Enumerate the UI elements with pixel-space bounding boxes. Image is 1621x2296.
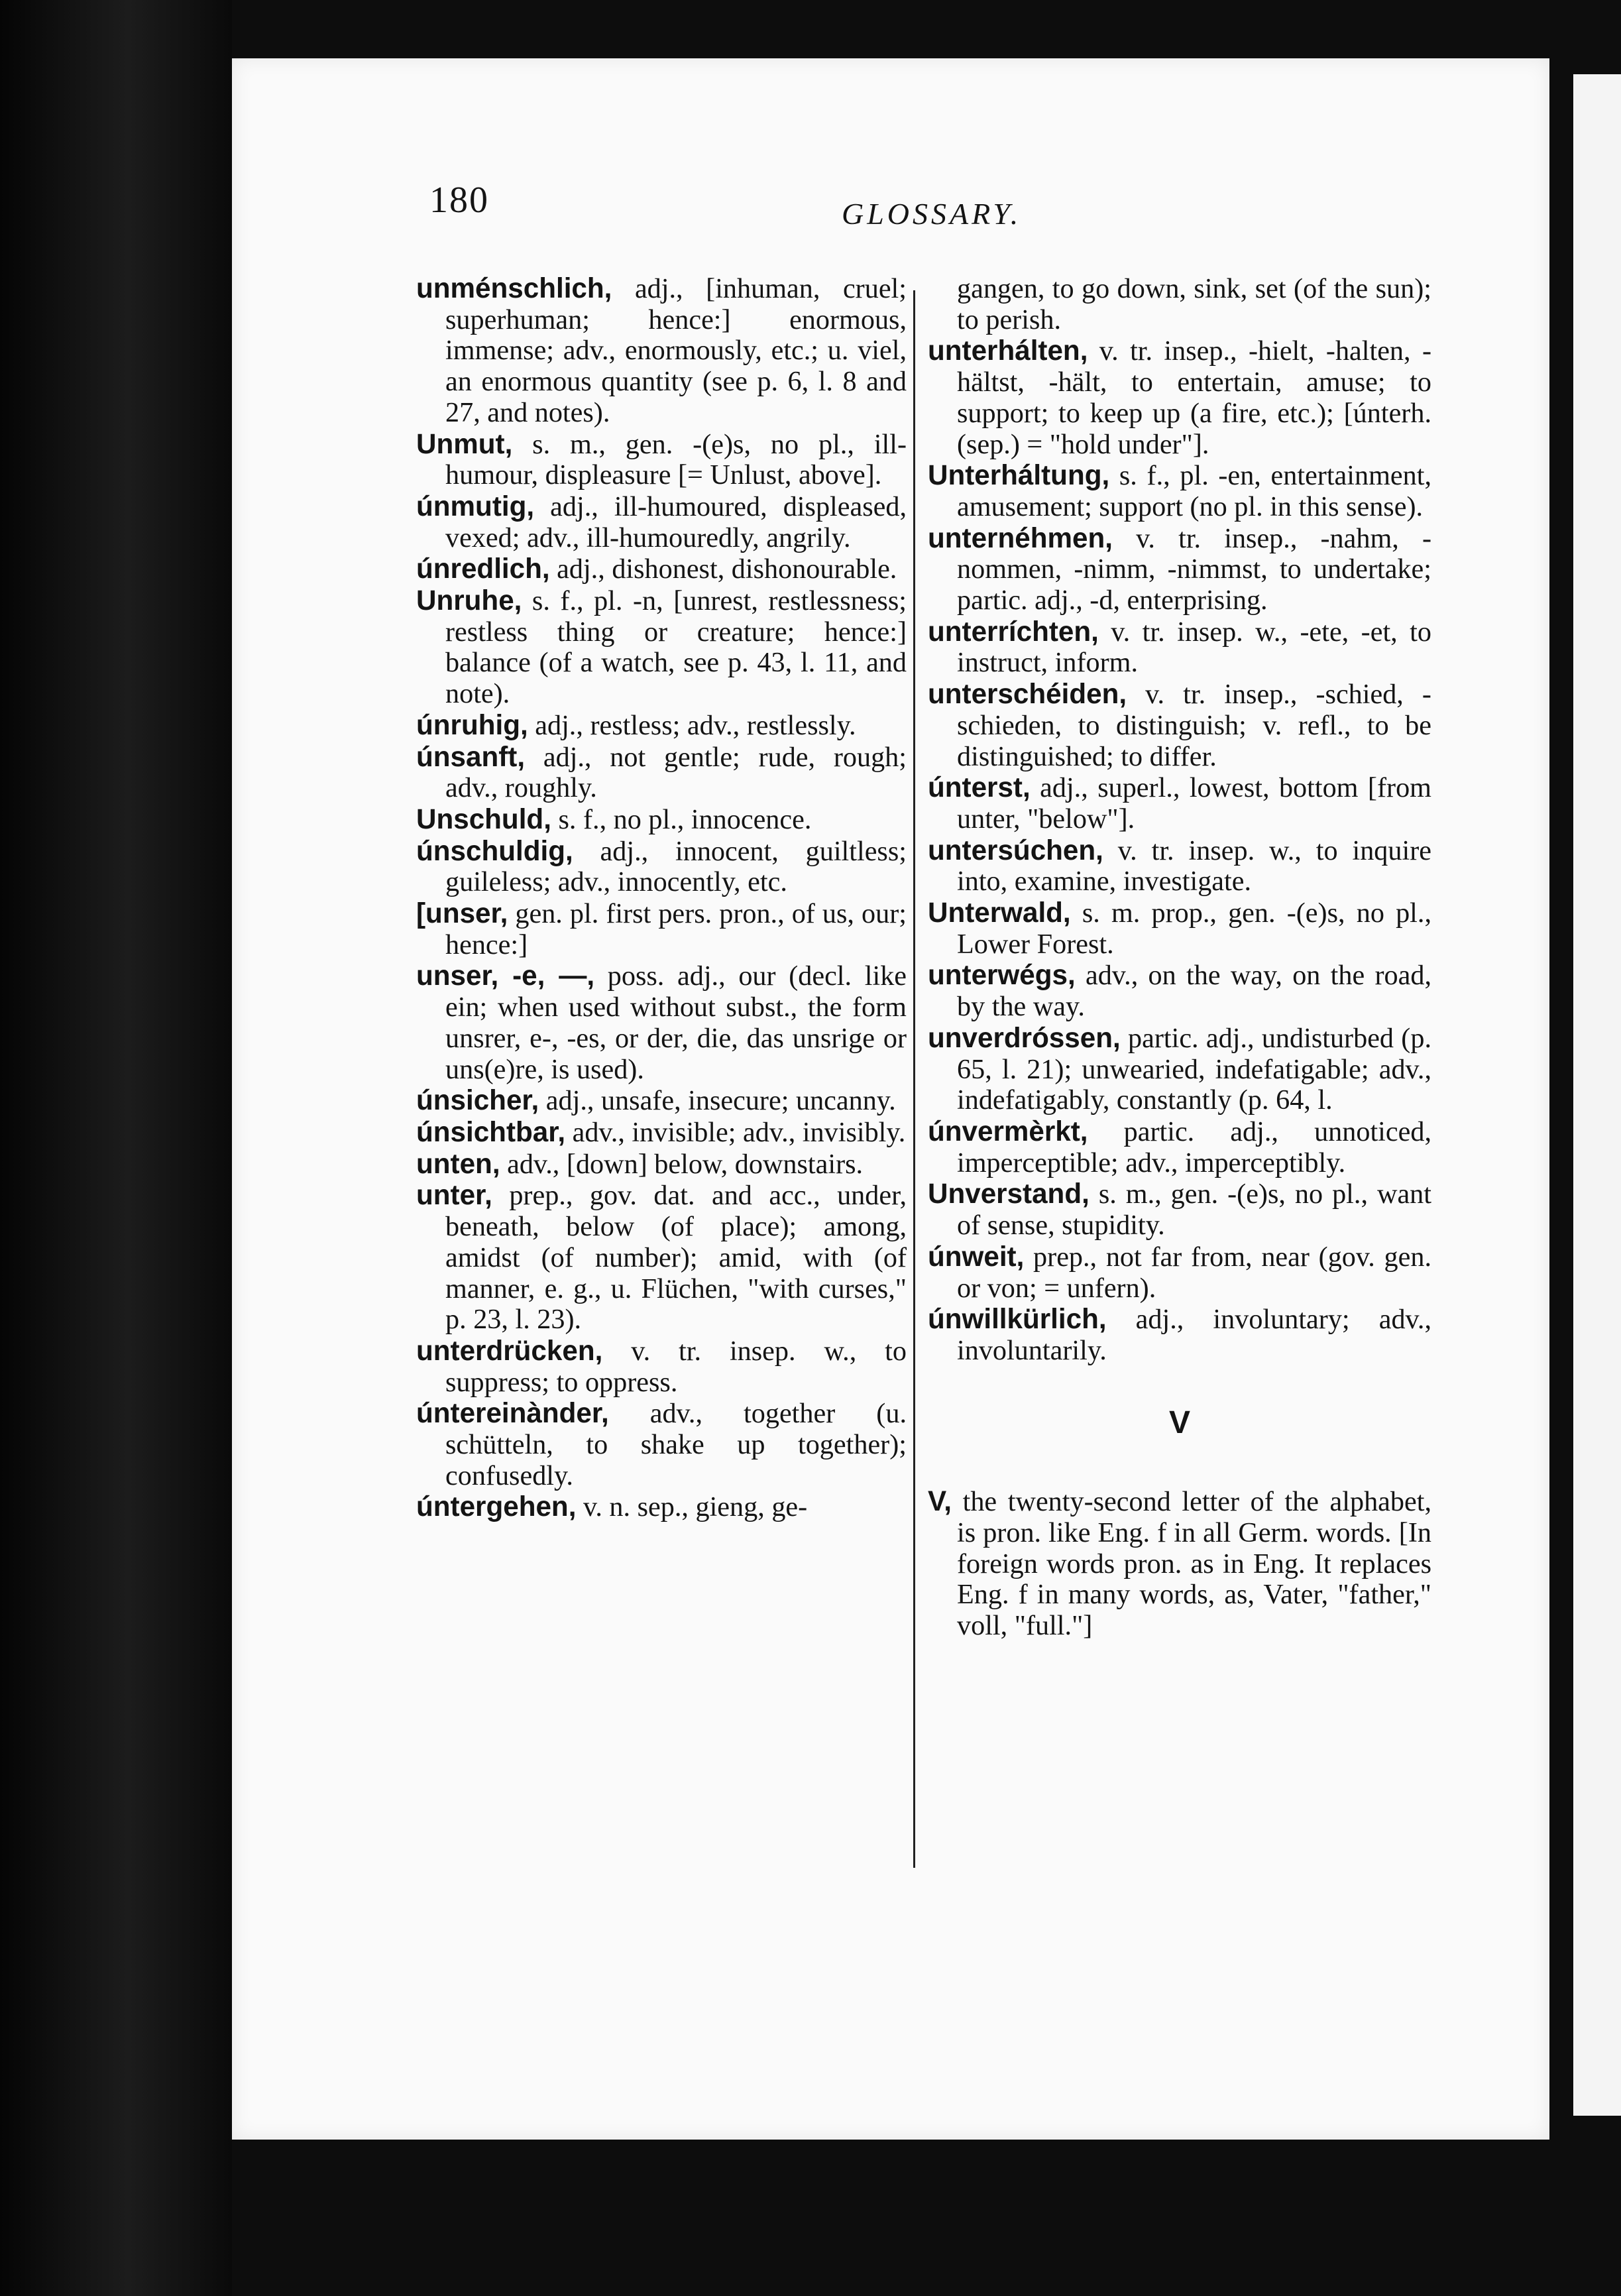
headword: V,: [928, 1485, 952, 1517]
glossary-entry: [928, 897, 1431, 960]
headword: únsanft,: [416, 740, 526, 772]
glossary-entry: [416, 1336, 907, 1398]
glossary-entry: [928, 1241, 1431, 1304]
definition: adj., ill-humoured, displeased, vexed; adv., ill-humouredly, angrily.: [445, 490, 907, 553]
definition: partic. adj., unnoticed, imperceptible; adv., imperceptibly.: [957, 1116, 1431, 1178]
glossary-column-right: [928, 273, 1431, 1642]
headword: únschuldig,: [416, 834, 573, 866]
glossary-entry: [416, 429, 907, 491]
section-heading-v: V: [1168, 1405, 1190, 1440]
headword: unverdróssen,: [928, 1021, 1121, 1053]
headword: únweit,: [928, 1240, 1025, 1272]
running-head: GLOSSARY.: [842, 197, 1022, 231]
definition: gen. pl. first pers. pron., of us, our; hence:]: [445, 898, 907, 960]
page-number: 180: [429, 180, 489, 221]
headword: únmutig,: [416, 490, 535, 522]
glossary-entry: [416, 804, 907, 836]
glossary-entry: [928, 1116, 1431, 1178]
headword: unser, -e, —,: [416, 960, 595, 992]
glossary-entry: [416, 960, 907, 1085]
glossary-entry: [416, 553, 907, 585]
headword: únsichtbar,: [416, 1116, 566, 1147]
glossary-entry: [928, 1486, 1431, 1642]
definition: poss. adj., our (decl. like ein; when used without subst., the form unsrer, e-, -es, or der, die, das unsrige or uns(e)re, is used).: [445, 960, 907, 1085]
definition: adj., involuntary; adv., involuntarily.: [957, 1304, 1431, 1366]
definition: adj., unsafe, insecure; uncanny.: [539, 1085, 896, 1117]
glossary-entry: [416, 710, 907, 742]
facing-page-edge: [1573, 74, 1621, 2116]
glossary-column-left: [416, 273, 907, 1523]
headword: unter,: [416, 1179, 492, 1211]
glossary-entry-continued: [928, 273, 1431, 335]
headword: unménschlich,: [416, 272, 612, 304]
headword: únwillkürlich,: [928, 1303, 1107, 1335]
definition: prep., gov. dat. and acc., under, beneath, below (of place); among, amidst (of number); amid, with (of manner, e. g., u. Flüchen, "with curses," p. 23, l. 23).: [445, 1180, 907, 1336]
glossary-entry: [928, 335, 1431, 460]
definition: adv., [down] below, downstairs.: [500, 1148, 864, 1180]
glossary-entry: [416, 1117, 907, 1149]
glossary-entry: [928, 1023, 1431, 1116]
definition: v. n. sep., gieng, ge-: [576, 1491, 808, 1523]
definition: s. m. prop., gen. -(e)s, no pl., Lower Forest.: [957, 897, 1431, 960]
definition: v. tr. insep. w., -ete, -et, to instruct, inform.: [957, 616, 1431, 679]
headword: úntereinànder,: [416, 1397, 609, 1429]
definition: v. tr. insep., -nahm, -nommen, -nimm, -nimmst, to undertake; partic. adj., -d, enterprising.: [957, 522, 1431, 616]
glossary-entry: [928, 1304, 1431, 1366]
glossary-entry: [928, 616, 1431, 679]
headword: únsicher,: [416, 1084, 539, 1116]
definition: adj., [inhuman, cruel; superhuman; hence:] enormous, immense; adv., enormously, etc.; u. viel, an enormous quantity (see p. 6, l. 8 and 27, and notes).: [445, 273, 907, 428]
definition: v. tr. insep. w., to inquire into, examine, investigate.: [957, 834, 1431, 897]
glossary-entry: [416, 1491, 907, 1523]
definition: adj., innocent, guiltless; guileless; adv., innocently, etc.: [445, 835, 907, 898]
glossary-entry: [928, 772, 1431, 834]
glossary-entry: [416, 898, 907, 960]
headword: úntergehen,: [416, 1491, 577, 1522]
definition: adj., not gentle; rude, rough; adv., roughly.: [445, 741, 907, 804]
definition: prep., not far from, near (gov. gen. or von; = unfern).: [957, 1241, 1431, 1304]
glossary-entry: [928, 523, 1431, 616]
glossary-entry: [928, 679, 1431, 772]
definition: s. m., gen. -(e)s, no pl., ill-humour, displeasure [= Unlust, above].: [445, 428, 907, 491]
headword: únterst,: [928, 772, 1031, 803]
definition: v. tr. insep. w., to suppress; to oppress.: [445, 1335, 907, 1398]
glossary-entry: [928, 835, 1431, 897]
headword: untersúchen,: [928, 834, 1103, 866]
glossary-entry: [928, 960, 1431, 1022]
headword: Unschuld,: [416, 803, 551, 834]
headword: unternéhmen,: [928, 522, 1113, 553]
definition: partic. adj., undisturbed (p. 65, l. 21); unwearied, indefatigable; adv., indefatigably, constantly (p. 64, l.: [957, 1022, 1431, 1116]
glossary-entry: [416, 1398, 907, 1491]
definition: adv., on the way, on the road, by the way.: [957, 960, 1431, 1023]
definition: v. tr. insep., -hielt, -halten, -hältst, -hält, to entertain, amuse; to support; to keep up (a fire, etc.); [únterh. (sep.) = "hold under"].: [957, 335, 1431, 460]
definition: v. tr. insep., -schied, -schieden, to distinguish; v. refl., to be distinguished; to differ.: [957, 679, 1431, 772]
definition: adj., dishonest, dishonourable.: [549, 553, 897, 585]
headword: unterríchten,: [928, 615, 1099, 647]
headword: Unruhe,: [416, 585, 522, 616]
glossary-entry: [416, 585, 907, 710]
headword: únvermèrkt,: [928, 1115, 1088, 1147]
definition: adj., restless; adv., restlessly.: [528, 709, 856, 741]
glossary-entry: [928, 460, 1431, 522]
headword: Unterháltung,: [928, 459, 1110, 491]
book-spine-shadow: [0, 0, 232, 2296]
headword: Unverstand,: [928, 1178, 1090, 1210]
glossary-entry: [416, 1149, 907, 1180]
definition: s. f., pl. -n, [unrest, restlessness; restless thing or creature; hence:] balance (of a watch, see p. 43, l. 11, and note).: [445, 585, 907, 710]
glossary-entry: [928, 1178, 1431, 1241]
definition: adj., superl., lowest, bottom [from unter, "below"].: [957, 772, 1431, 834]
definition: s. f., no pl., innocence.: [551, 803, 812, 835]
definition: the twenty-second letter of the alphabet, is pron. like Eng. f in all Germ. words. [In foreign words pron. as in Eng. It replaces Eng. f in many words, as, Vater, "father," voll, "full."]: [952, 1486, 1431, 1642]
headword: unten,: [416, 1147, 500, 1179]
glossary-entry: [416, 491, 907, 553]
glossary-entry: [416, 1085, 907, 1117]
column-rule: [913, 290, 915, 1868]
headword: [unser,: [416, 897, 508, 929]
definition: s. f., pl. -en, entertainment, amusement; support (no pl. in this sense).: [957, 460, 1431, 522]
headword: unterdrücken,: [416, 1334, 603, 1366]
glossary-entry: [416, 836, 907, 898]
headword: unterwégs,: [928, 959, 1076, 991]
headword: unterhálten,: [928, 335, 1088, 367]
headword: Unterwald,: [928, 897, 1071, 929]
headword: únredlich,: [416, 553, 550, 585]
definition: s. m., gen. -(e)s, no pl., want of sense, stupidity.: [957, 1178, 1431, 1241]
definition: adv., together (u. schütteln, to shake up together); confusedly.: [445, 1398, 907, 1491]
headword: unterschéiden,: [928, 678, 1127, 710]
definition: adv., invisible; adv., invisibly.: [565, 1116, 906, 1148]
definition: gangen, to go down, sink, set (of the sun); to perish.: [957, 273, 1431, 335]
headword: Unmut,: [416, 428, 513, 459]
glossary-entry: [416, 273, 907, 429]
glossary-entry: [416, 1180, 907, 1336]
glossary-entry: [416, 742, 907, 804]
headword: únruhig,: [416, 709, 528, 740]
